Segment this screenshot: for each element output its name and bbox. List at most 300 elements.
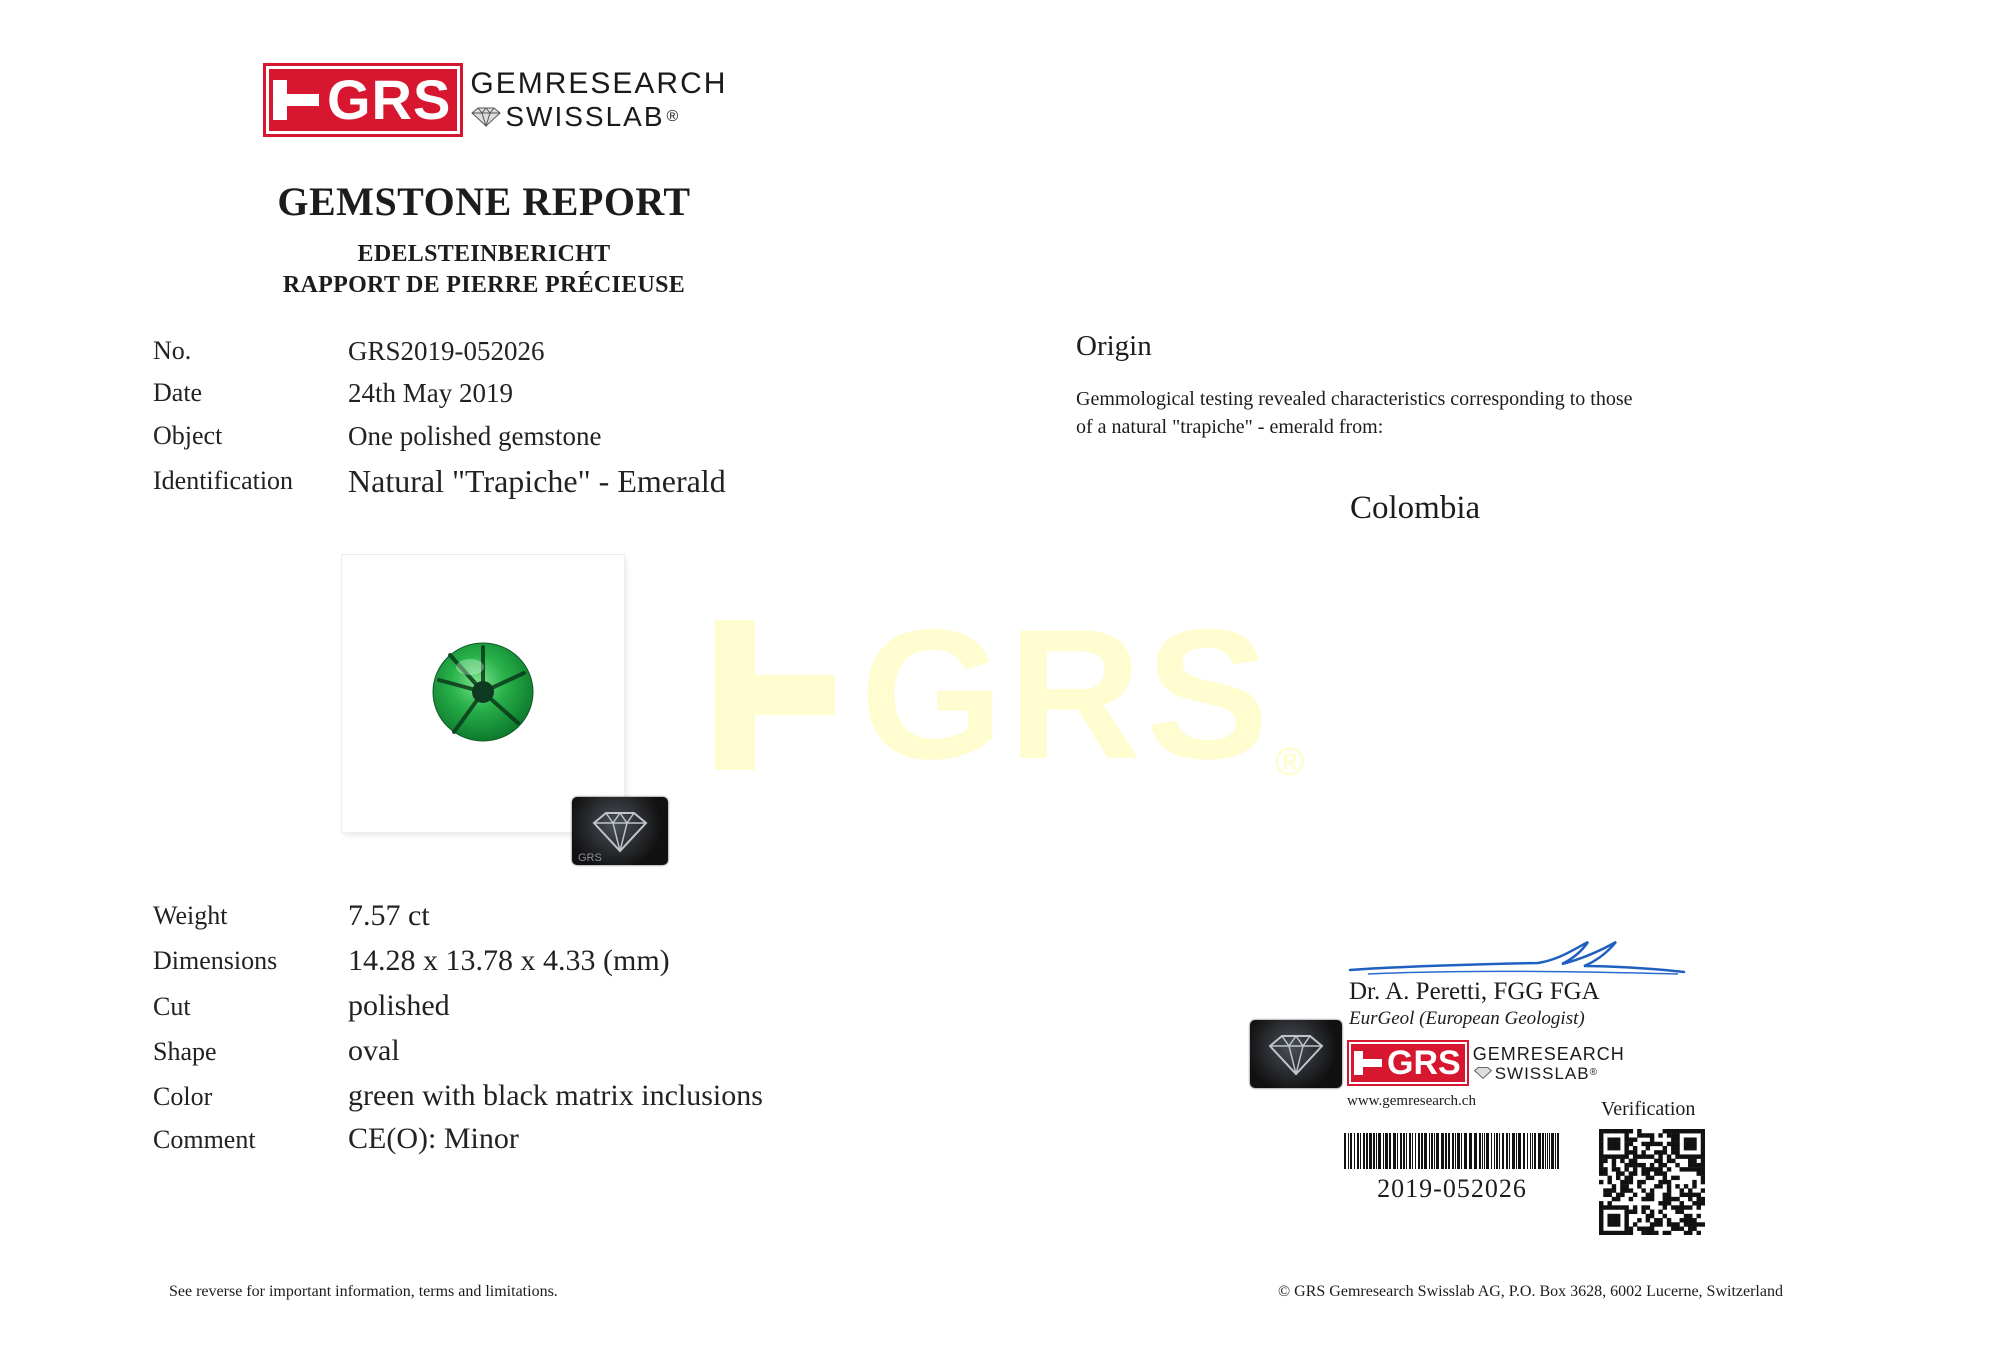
detail-label-date: Date [153,378,203,407]
qr-module [1650,1154,1654,1158]
qr-module [1680,1227,1684,1231]
grs-logo-line2-small-wrap [1473,1065,1625,1082]
qr-module [1658,1222,1662,1226]
qr-module [1697,1205,1701,1209]
qr-module [1646,1214,1650,1218]
qr-module [1633,1222,1637,1226]
qr-module [1616,1218,1620,1222]
qr-module [1599,1150,1603,1154]
detail-value-no: GRS2019-052026 [348,336,545,366]
qr-module [1641,1188,1645,1192]
grs-logo-text: GRS [327,68,452,131]
qr-module [1650,1133,1654,1137]
qr-module [1697,1129,1701,1133]
barcode-bar [1441,1133,1444,1169]
barcode-bar [1491,1133,1492,1169]
qr-module [1612,1222,1616,1226]
qr-module [1633,1150,1637,1154]
qr-module [1646,1231,1650,1235]
barcode-bar [1457,1133,1460,1169]
qr-module [1671,1227,1675,1231]
watermark-text: GRS [860,592,1273,798]
qr-module [1650,1214,1654,1218]
qr-module [1637,1133,1641,1137]
qr-module [1667,1159,1671,1163]
qr-module [1692,1129,1696,1133]
qr-module [1620,1154,1624,1158]
barcode-bar [1378,1133,1381,1169]
qr-module [1650,1231,1654,1235]
barcode-bar [1551,1133,1554,1169]
qr-module [1616,1137,1620,1141]
qr-module [1641,1167,1645,1171]
spec-label-color: Color [153,1082,213,1111]
website-text: www.gemresearch.ch [1347,1093,1476,1109]
qr-module [1646,1142,1650,1146]
qr-module [1603,1129,1607,1133]
qr-module [1650,1227,1654,1231]
grs-cross-icon-small [1354,1051,1382,1075]
grs-logo-line1: GEMRESEARCH [470,67,728,100]
report-subtitle-de: EDELSTEINBERICHT [357,241,611,267]
barcode-bar [1455,1133,1456,1169]
barcode-bar [1474,1133,1477,1169]
qr-module [1667,1188,1671,1192]
qr-module [1624,1214,1628,1218]
diamond-icon-small [1473,1067,1493,1079]
barcode-bar [1512,1133,1515,1169]
qr-module [1663,1129,1667,1133]
qr-module [1633,1146,1637,1150]
qr-module [1688,1129,1692,1133]
qr-module [1607,1142,1611,1146]
barcode-bar [1479,1133,1481,1169]
barcode-number: 2019-052026 [1377,1174,1527,1203]
qr-module [1671,1146,1675,1150]
qr-module [1607,1201,1611,1205]
barcode-bar [1431,1133,1433,1169]
gemstone-image [342,555,624,832]
qr-module [1684,1167,1688,1171]
qr-module [1641,1150,1645,1154]
qr-module [1692,1146,1696,1150]
qr-module [1616,1222,1620,1226]
qr-module [1675,1222,1679,1226]
background-watermark [715,592,1335,798]
watermark-cross-icon [715,620,835,770]
qr-module [1612,1197,1616,1201]
qr-module [1607,1180,1611,1184]
qr-module [1663,1214,1667,1218]
qr-module [1646,1193,1650,1197]
qr-module [1680,1129,1684,1133]
qr-module [1646,1146,1650,1150]
qr-module [1684,1129,1688,1133]
barcode-bar [1547,1133,1548,1169]
barcode-bar [1421,1133,1423,1169]
qr-module [1612,1159,1616,1163]
qr-module [1663,1205,1667,1209]
detail-label-identification: Identification [153,466,294,495]
qr-module [1612,1188,1616,1192]
qr-module [1603,1205,1607,1209]
origin-title: Origin [1076,330,1152,362]
qr-module [1641,1180,1645,1184]
qr-module [1624,1167,1628,1171]
detail-label-no: No. [153,336,192,365]
qr-module [1675,1154,1679,1158]
qr-module [1633,1159,1637,1163]
qr-module [1616,1231,1620,1235]
qr-code-icon[interactable] [1599,1129,1705,1235]
barcode-bar [1527,1133,1528,1169]
barcode-bar [1464,1133,1467,1169]
qr-module [1692,1167,1696,1171]
qr-module [1612,1163,1616,1167]
barcode-bar [1434,1133,1435,1169]
qr-module [1612,1137,1616,1141]
barcode-bar [1436,1133,1439,1169]
qr-module [1692,1159,1696,1163]
barcode-bar [1549,1133,1550,1169]
grs-logo-footer [1349,1042,1625,1084]
qr-module [1663,1150,1667,1154]
qr-module [1675,1142,1679,1146]
qr-module [1692,1227,1696,1231]
barcode-bar [1486,1133,1489,1169]
qr-module [1633,1163,1637,1167]
qr-module [1658,1210,1662,1214]
barcode-bar [1350,1133,1352,1169]
footer-copyright: © GRS Gemresearch Swisslab AG, P.O. Box 3628, 6002 Lucerne, Switzerland [1278,1283,1783,1300]
barcode-bar [1385,1133,1388,1169]
origin-text-line2: of a natural "trapiche" - emerald from: [1076,416,1384,438]
qr-module [1607,1231,1611,1235]
qr-module [1658,1201,1662,1205]
qr-module [1607,1214,1611,1218]
barcode-bar [1452,1133,1454,1169]
qr-module [1658,1180,1662,1184]
barcode-icon [1344,1133,1560,1169]
barcode-bar [1363,1133,1365,1169]
qr-module [1684,1218,1688,1222]
barcode-bar [1499,1133,1500,1169]
qr-module [1607,1176,1611,1180]
barcode-bar [1496,1133,1498,1169]
qr-module [1671,1133,1675,1137]
grs-logo-line2: SWISSLAB [505,101,665,132]
qr-module [1680,1201,1684,1205]
qr-module [1616,1214,1620,1218]
qr-module [1663,1176,1667,1180]
qr-module [1667,1197,1671,1201]
report-subtitle-fr: RAPPORT DE PIERRE PRÉCIEUSE [282,272,686,298]
qr-module [1701,1171,1705,1175]
qr-module [1637,1163,1641,1167]
qr-module [1675,1150,1679,1154]
barcode-bar [1532,1133,1533,1169]
qr-module [1616,1205,1620,1209]
qr-module [1701,1133,1705,1137]
spec-value-cut: polished [348,989,450,1022]
qr-module [1701,1163,1705,1167]
qr-module [1616,1154,1620,1158]
qr-module [1599,1218,1603,1222]
qr-module [1688,1193,1692,1197]
qr-module [1603,1171,1607,1175]
qr-module [1633,1167,1637,1171]
qr-module [1599,1142,1603,1146]
qr-module [1650,1197,1654,1201]
qr-module [1663,1146,1667,1150]
qr-module [1701,1137,1705,1141]
qr-module [1616,1197,1620,1201]
qr-module [1616,1171,1620,1175]
qr-module [1612,1129,1616,1133]
qr-module [1629,1163,1633,1167]
qr-module [1603,1188,1607,1192]
qr-module [1620,1129,1624,1133]
barcode-bar [1538,1133,1541,1169]
qr-module [1675,1205,1679,1209]
qr-module [1701,1201,1705,1205]
qr-module [1641,1205,1645,1209]
qr-module [1620,1180,1624,1184]
qr-module [1637,1180,1641,1184]
qr-module [1663,1171,1667,1175]
qr-module [1650,1193,1654,1197]
qr-module [1612,1218,1616,1222]
qr-module [1658,1163,1662,1167]
barcode-bar [1534,1133,1536,1169]
grs-logo-box [266,66,460,134]
qr-module [1684,1222,1688,1226]
qr-module [1616,1146,1620,1150]
qr-module [1684,1137,1688,1141]
qr-module [1667,1133,1671,1137]
barcode-bar [1445,1133,1447,1169]
qr-module [1607,1218,1611,1222]
qr-module [1599,1167,1603,1171]
qr-module [1629,1137,1633,1141]
verification-label: Verification [1601,1098,1696,1120]
qr-module [1658,1218,1662,1222]
qr-module [1692,1180,1696,1184]
qr-module [1612,1154,1616,1158]
qr-module [1663,1201,1667,1205]
qr-module [1624,1137,1628,1141]
barcode-bar [1518,1133,1521,1169]
barcode-bar [1545,1133,1546,1169]
qr-module [1697,1154,1701,1158]
qr-module [1607,1154,1611,1158]
qr-module [1641,1210,1645,1214]
qr-module [1701,1176,1705,1180]
qr-module [1620,1205,1624,1209]
qr-module [1692,1154,1696,1158]
grs-registered-mark: ® [666,108,681,125]
qr-module [1688,1142,1692,1146]
qr-module [1637,1218,1641,1222]
qr-module [1624,1231,1628,1235]
spec-value-dimensions: 14.28 x 13.78 x 4.33 (mm) [348,944,670,977]
spec-label-dimensions: Dimensions [153,946,278,975]
barcode-bar [1448,1133,1450,1169]
qr-module [1684,1154,1688,1158]
qr-module [1684,1214,1688,1218]
barcode-bar [1557,1133,1559,1169]
origin-text-line1: Gemmological testing revealed characteristics corresponding to those [1076,388,1633,410]
qr-module [1616,1176,1620,1180]
qr-module [1671,1150,1675,1154]
qr-module [1671,1137,1675,1141]
qr-module [1671,1129,1675,1133]
qr-module [1607,1188,1611,1192]
qr-module [1624,1146,1628,1150]
qr-module [1603,1159,1607,1163]
qr-module [1658,1133,1662,1137]
qr-module [1629,1142,1633,1146]
qr-module [1697,1193,1701,1197]
qr-module [1629,1197,1633,1201]
qr-module [1624,1163,1628,1167]
qr-module [1692,1222,1696,1226]
qr-module [1671,1159,1675,1163]
qr-module [1603,1154,1607,1158]
qr-module [1624,1142,1628,1146]
qr-module [1654,1159,1658,1163]
qr-module [1599,1180,1603,1184]
grs-cross-icon [273,80,319,120]
qr-module [1641,1142,1645,1146]
qr-module [1650,1163,1654,1167]
qr-module [1624,1218,1628,1222]
barcode-bar [1393,1133,1396,1169]
qr-module [1697,1231,1701,1235]
qr-module [1633,1171,1637,1175]
qr-module [1697,1214,1701,1218]
qr-module [1624,1205,1628,1209]
qr-module [1684,1193,1688,1197]
qr-module [1599,1163,1603,1167]
qr-module [1650,1176,1654,1180]
qr-module [1646,1176,1650,1180]
barcode-bar [1424,1133,1427,1169]
footer-left-note: See reverse for important information, terms and limitations. [169,1283,558,1300]
qr-module [1624,1184,1628,1188]
spec-label-cut: Cut [153,992,191,1021]
qr-module [1650,1210,1654,1214]
qr-module [1688,1154,1692,1158]
qr-module [1667,1167,1671,1171]
qr-module [1658,1184,1662,1188]
qr-module [1641,1154,1645,1158]
barcode-bar [1482,1133,1483,1169]
qr-module [1650,1222,1654,1226]
qr-module [1688,1188,1692,1192]
spec-value-color: green with black matrix inclusions [348,1079,763,1112]
qr-module [1663,1197,1667,1201]
barcode-bar [1506,1133,1508,1169]
qr-module [1646,1171,1650,1175]
qr-module [1680,1210,1684,1214]
qr-module [1675,1227,1679,1231]
qr-module [1646,1133,1650,1137]
grs-registered-mark-small: ® [1589,1067,1598,1078]
qr-module [1599,1210,1603,1214]
qr-module [1667,1154,1671,1158]
qr-module [1641,1197,1645,1201]
qr-module [1658,1154,1662,1158]
qr-module [1654,1184,1658,1188]
hologram-seal-icon-2 [1250,1020,1342,1088]
qr-module [1684,1142,1688,1146]
qr-module [1680,1188,1684,1192]
grs-logo-line2-small: SWISSLAB [1494,1063,1590,1083]
svg-text:GRS: GRS [578,852,602,864]
qr-module [1637,1154,1641,1158]
qr-module [1612,1214,1616,1218]
qr-module [1616,1167,1620,1171]
qr-module [1692,1184,1696,1188]
qr-module [1624,1188,1628,1192]
qr-module [1599,1137,1603,1141]
qr-module [1667,1201,1671,1205]
barcode-bar [1389,1133,1391,1169]
qr-module [1688,1222,1692,1226]
barcode-bar [1542,1133,1544,1169]
detail-label-object: Object [153,421,223,450]
qr-module [1675,1197,1679,1201]
qr-module [1675,1184,1679,1188]
qr-module [1688,1137,1692,1141]
qr-module [1671,1222,1675,1226]
qr-module [1624,1133,1628,1137]
qr-module [1688,1163,1692,1167]
qr-module [1641,1231,1645,1235]
detail-value-object: One polished gemstone [348,421,602,451]
barcode-bar [1366,1133,1368,1169]
qr-module [1692,1163,1696,1167]
barcode-bar [1530,1133,1531,1169]
qr-module [1650,1188,1654,1192]
qr-module [1641,1163,1645,1167]
qr-module [1692,1201,1696,1205]
qr-module [1629,1180,1633,1184]
qr-module [1688,1167,1692,1171]
barcode-bar [1397,1133,1398,1169]
qr-module [1658,1167,1662,1171]
qr-module [1612,1146,1616,1150]
qr-module [1701,1154,1705,1158]
spec-value-shape: oval [348,1034,400,1067]
qr-module [1612,1142,1616,1146]
grs-logo-line2-wrap [470,103,727,131]
qr-module [1633,1137,1637,1141]
qr-module [1646,1197,1650,1201]
qr-module [1701,1197,1705,1201]
qr-module [1620,1171,1624,1175]
qr-module [1701,1150,1705,1154]
qr-module [1680,1193,1684,1197]
qr-module [1616,1142,1620,1146]
barcode-bar [1348,1133,1349,1169]
qr-module [1697,1171,1701,1175]
barcode-bar [1409,1133,1411,1169]
barcode-bar [1406,1133,1407,1169]
qr-module [1612,1167,1616,1171]
qr-module [1684,1146,1688,1150]
